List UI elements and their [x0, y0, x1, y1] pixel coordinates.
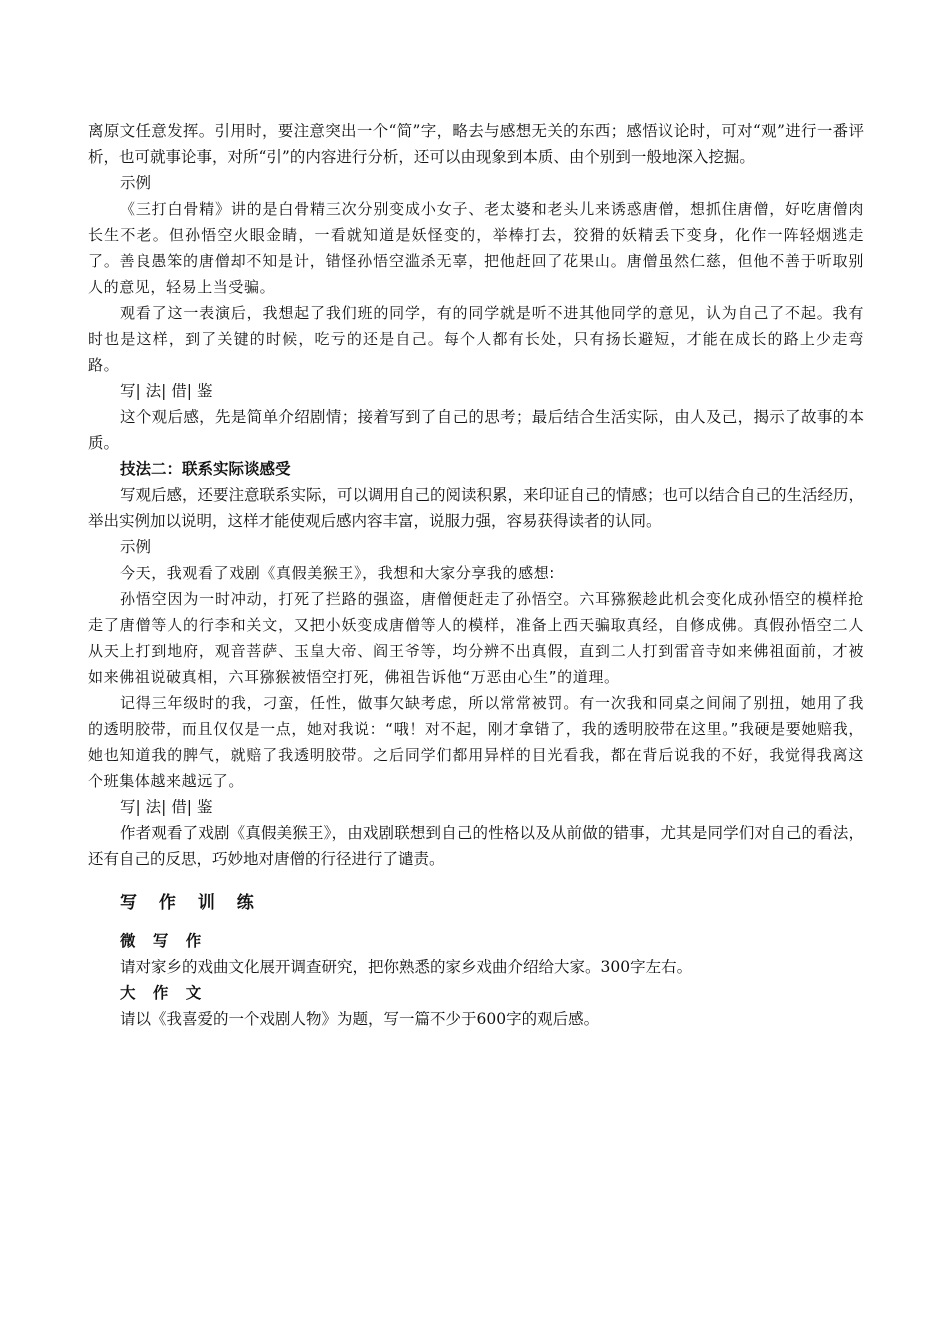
- example2-paragraph-2: 孙悟空因为一时冲动，打死了拦路的强盗，唐僧便赶走了孙悟空。六耳猕猴趁此机会变化成孙悟空的模样抢走了唐僧等人的行李和关文，又把小妖变成唐僧等人的模样，准备上西天骗取真经，自修成佛。真假孙悟空二人从天上打到地府，观音菩萨、玉皇大帝、阎王爷等，均分辨不出真假，直到二人打到雷音寺如来佛祖面前，才被如来佛祖说破真相，六耳猕猴被悟空打死，佛祖告诉他“万恶由心生”的道理。: [88, 590, 864, 686]
- example1-paragraph-2: 观看了这一表演后，我想起了我们班的同学，有的同学就是听不进其他同学的意见，认为自己了不起。我有时也是这样，到了关键的时候，吃亏的还是自己。每个人都有长处，只有扬长避短，才能在成长的路上少走弯路。: [88, 304, 864, 374]
- essay-title: 大 作 文: [120, 984, 208, 1002]
- technique-paragraph: 写观后感，还要注意联系实际，可以调用自己的阅读积累，来印证自己的情感；也可以结合自己的生活经历，举出实例加以说明，这样才能使观后感内容丰富，说服力强，容易获得读者的认同。: [88, 486, 865, 530]
- example2-paragraph-1: 今天，我观看了戏剧《真假美猴王》，我想和大家分享我的感想:: [120, 564, 555, 582]
- intro-paragraph: 离原文任意发挥。引用时，要注意突出一个“简”字，略去与感想无关的东西；感悟议论时，可对“观”进行一番评析，也可就事论事，对所“引”的内容进行分析，还可以由现象到本质、由个别到一般地深入挖掘。: [88, 122, 864, 166]
- writing-tips-text: 作者观看了戏剧《真假美猴王》，由戏剧联想到自己的性格以及从前做的错事，尤其是同学们对自己的看法，还有自己的反思，巧妙地对唐僧的行径进行了谴责。: [88, 824, 864, 868]
- writing-tips-text: 这个观后感，先是简单介绍剧情；接着写到了自己的思考；最后结合生活实际，由人及己，揭示了故事的本质。: [88, 408, 864, 452]
- micro-writing-text: 请对家乡的戏曲文化展开调查研究，把你熟悉的家乡戏曲介绍给大家。300字左右。: [120, 958, 693, 976]
- essay-text: 请以《我喜爱的一个戏剧人物》为题，写一篇不少于600字的观后感。: [120, 1010, 600, 1028]
- example-label: 示例: [120, 538, 152, 556]
- micro-writing-title: 微 写 作: [120, 932, 208, 950]
- writing-tips-label: 写| 法| 借| 鉴: [120, 382, 213, 400]
- example-label: 示例: [120, 174, 152, 192]
- technique-heading: 技法二：联系实际谈感受: [120, 460, 291, 478]
- writing-tips-label: 写| 法| 借| 鉴: [120, 798, 213, 816]
- example1-paragraph-1: 《三打白骨精》讲的是白骨精三次分别变成小女子、老太婆和老头儿来诱惑唐僧，想抓住唐僧，好吃唐僧肉长生不老。但孙悟空火眼金睛，一看就知道是妖怪变的，举棒打去，狡猾的妖精丢下变身，化作一阵轻烟逃走了。善良愚笨的唐僧却不知是计，错怪孙悟空滥杀无辜，把他赶回了花果山。唐僧虽然仁慈，但他不善于听取别人的意见，轻易上当受骗。: [88, 200, 864, 296]
- document-page: [88, 118, 864, 1032]
- example2-paragraph-3: 记得三年级时的我，刁蛮，任性，做事欠缺考虑，所以常常被罚。有一次我和同桌之间闹了别扭，她用了我的透明胶带，而且仅仅是一点，她对我说：“哦！对不起，刚才拿错了，我的透明胶带在这里。”我硬是要她赔我，她也知道我的脾气，就赔了我透明胶带。之后同学们都用异样的目光看我，都在背后说我的不好，我觉得我离这个班集体越来越远了。: [88, 694, 864, 790]
- training-section-title: 写 作 训 练: [120, 893, 262, 913]
